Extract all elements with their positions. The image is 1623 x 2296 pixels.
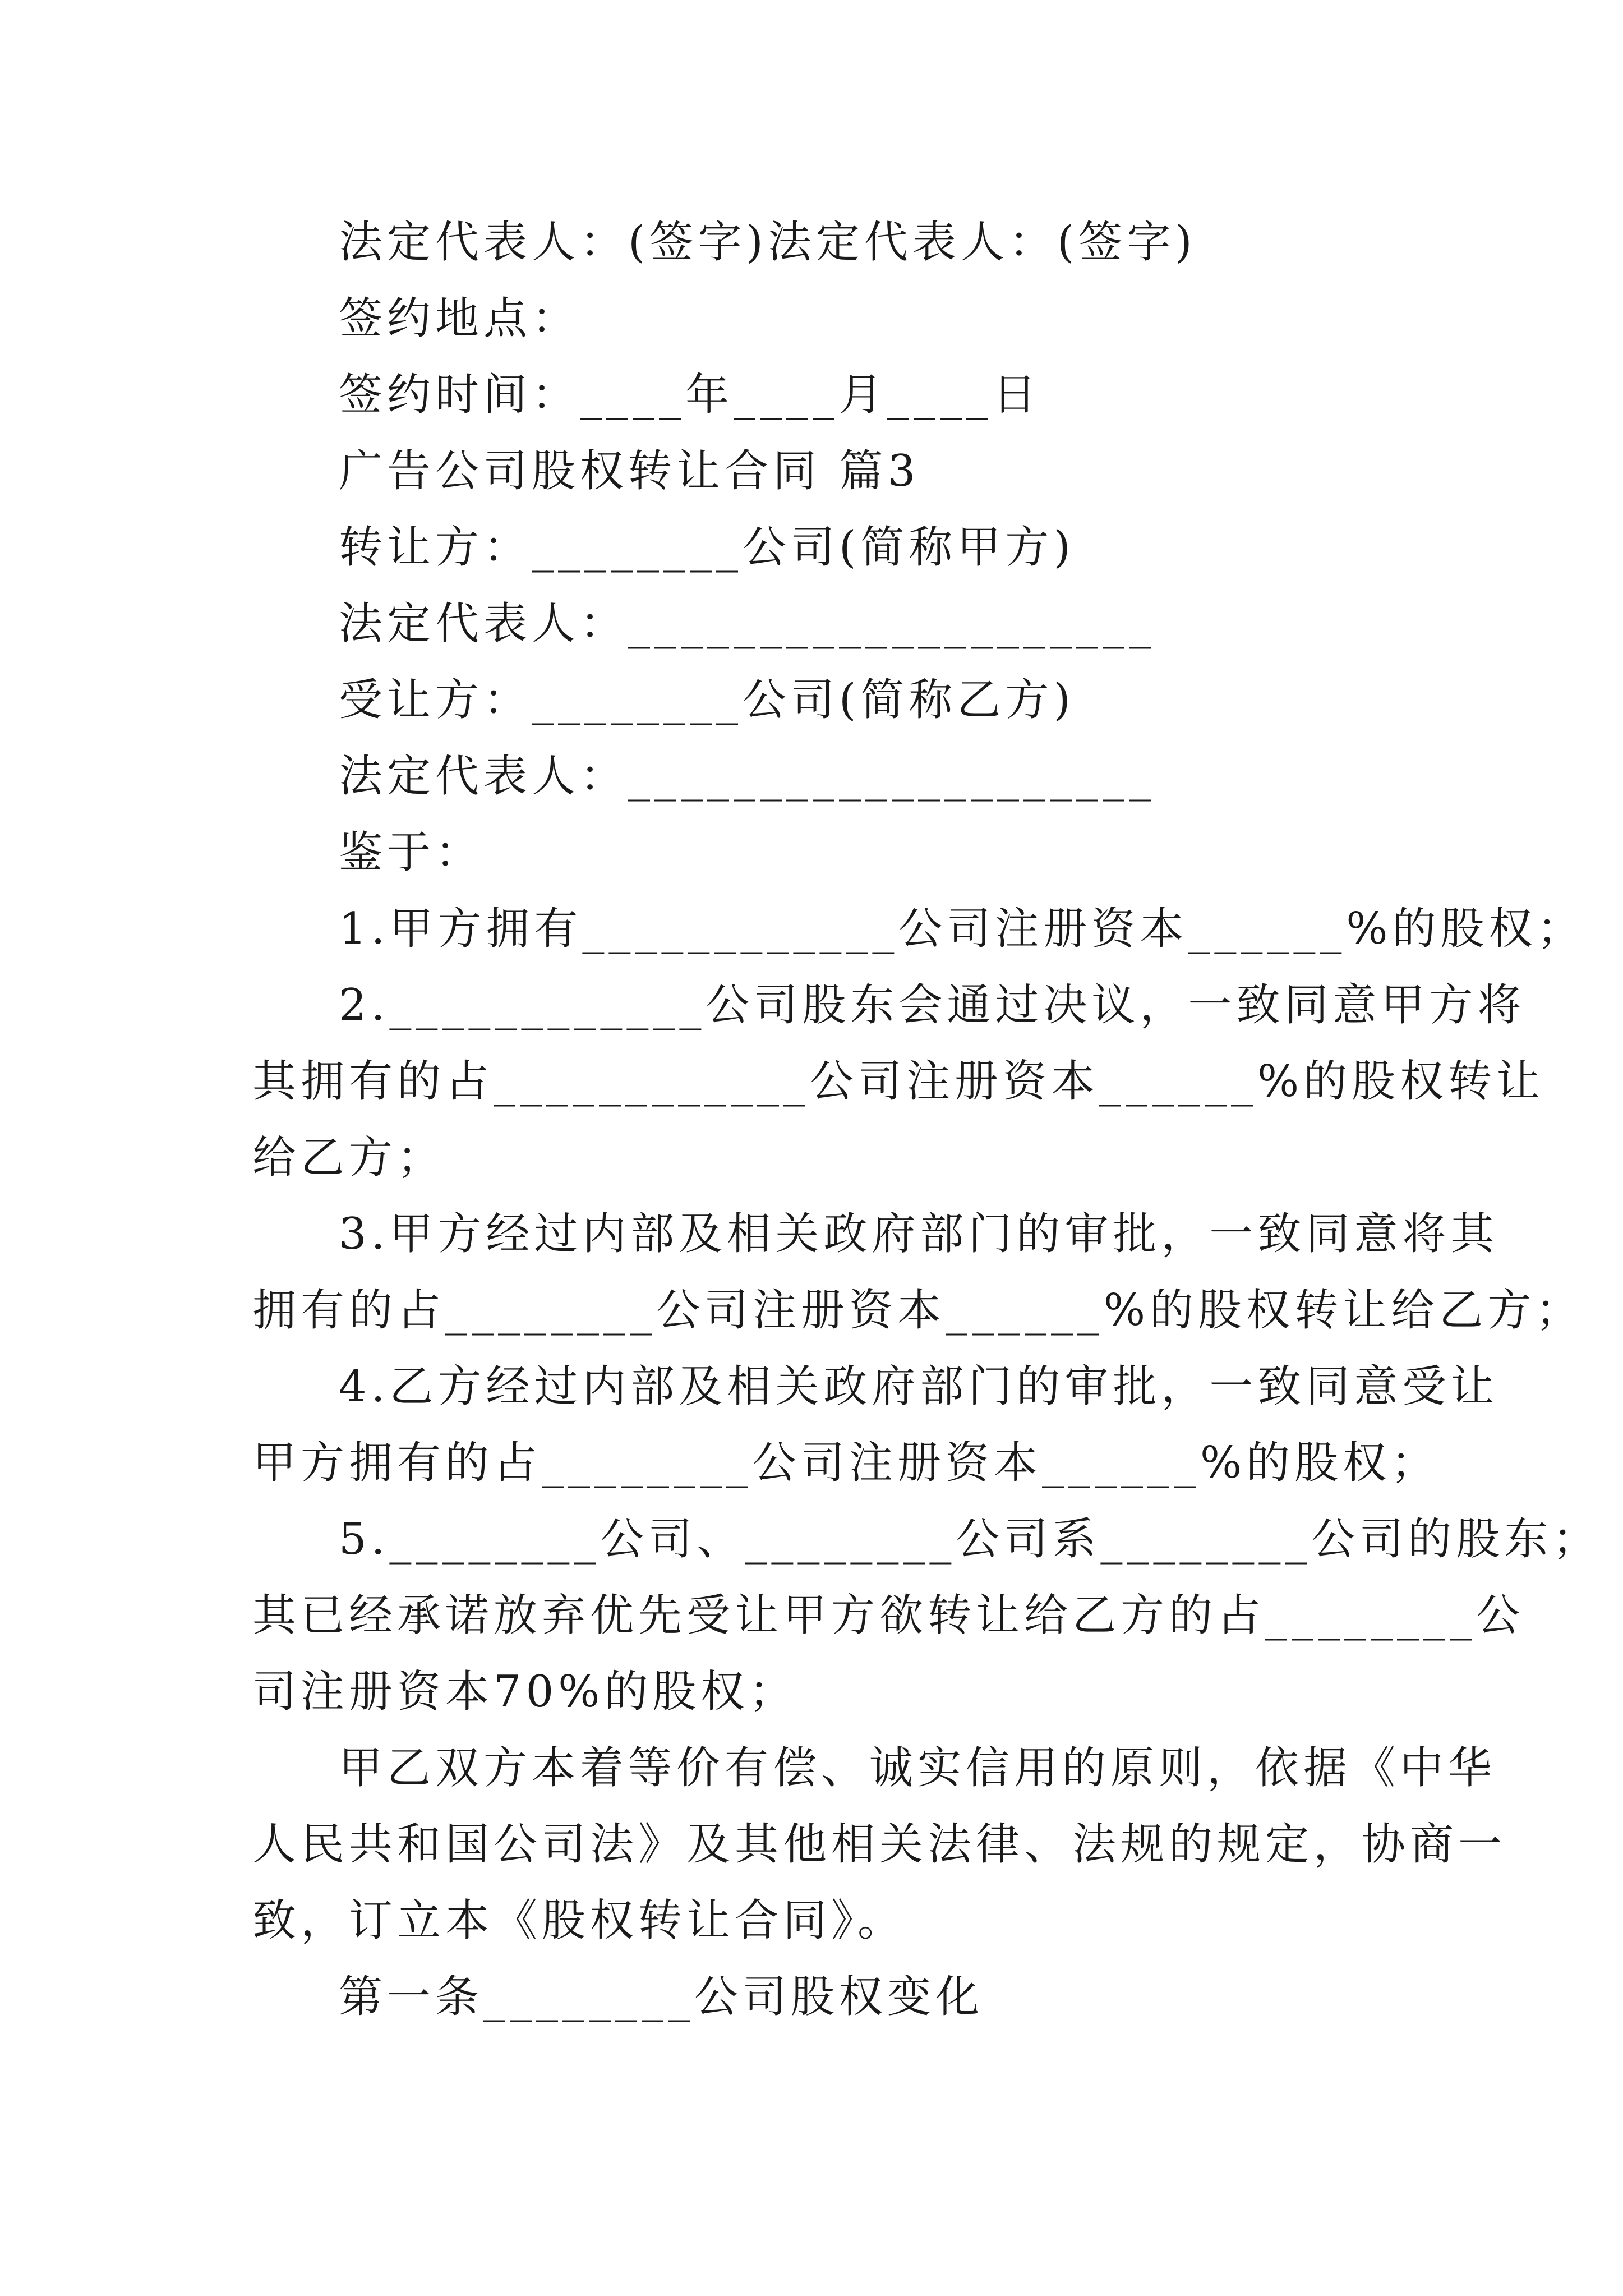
clause-1: 1.甲方拥有____________公司注册资本______%的股权； <box>339 904 1585 954</box>
agreement-paragraph-line-1: 甲乙双方本着等价有偿、诚实信用的原则，依据《中华 <box>339 1743 1497 1793</box>
whereas-heading: 鉴于： <box>339 827 484 878</box>
clause-2-line-1: 2.____________公司股东会通过决议，一致同意甲方将 <box>339 980 1526 1030</box>
clause-5-line-1: 5.________公司、________公司系________公司的股东； <box>339 1514 1601 1565</box>
article-1-heading: 第一条________公司股权变化 <box>339 1972 984 2022</box>
clause-2-line-3: 给乙方； <box>252 1133 446 1183</box>
clause-5-line-2: 其已经承诺放弃优先受让甲方欲转让给乙方的占________公 <box>252 1590 1525 1641</box>
clause-3-line-1: 3.甲方经过内部及相关政府部门的审批，一致同意将其 <box>339 1209 1499 1259</box>
clause-4-line-2: 甲方拥有的占________公司注册资本______%的股权； <box>252 1438 1440 1488</box>
signing-place-line: 签约地点： <box>339 293 580 344</box>
clause-5-line-3: 司注册资本70%的股权； <box>252 1667 797 1717</box>
clause-4-line-1: 4.乙方经过内部及相关政府部门的审批，一致同意受让 <box>339 1361 1499 1412</box>
clause-2-line-2: 其拥有的占____________公司注册资本______%的股权转让 <box>252 1056 1545 1107</box>
transferee-representative-line: 法定代表人：____________________ <box>339 751 1156 802</box>
agreement-paragraph-line-3: 致，订立本《股权转让合同》。 <box>252 1895 906 1946</box>
section-title: 广告公司股权转让合同 篇3 <box>339 446 920 496</box>
clause-3-line-2: 拥有的占________公司注册资本______%的股权转让给乙方； <box>252 1285 1584 1336</box>
signing-date-line: 签约时间：____年____月____日 <box>339 370 1041 420</box>
transferor-representative-line: 法定代表人：____________________ <box>339 599 1156 649</box>
agreement-paragraph-line-2: 人民共和国公司法》及其他相关法律、法规的规定，协商一 <box>252 1819 1507 1870</box>
transferor-line: 转让方：________公司(简称甲方) <box>339 522 1075 573</box>
transferee-line: 受让方：________公司(简称乙方) <box>339 675 1075 725</box>
signature-representatives-line: 法定代表人：(签字)法定代表人：(签字) <box>339 217 1197 268</box>
